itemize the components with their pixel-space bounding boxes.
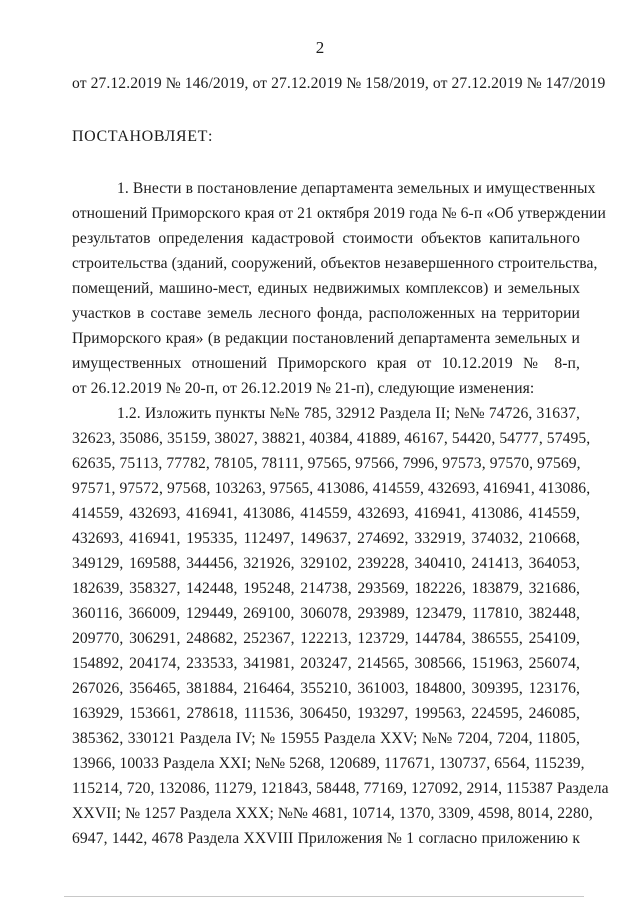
paragraph-line: Приморского края» (в редакции постановлений департамента земельных и (72, 330, 580, 347)
paragraph-line: отношений Приморского края от 21 октября 2019 года № 6-п «Об утверждении (72, 205, 606, 222)
paragraph-line: 432693, 416941, 195335, 112497, 149637, 274692, 332919, 374032, 210668, (72, 530, 580, 547)
paragraph-line: 1. Внести в постановление департамента земельных и имущественных (117, 180, 596, 197)
paragraph-line: 115214, 720, 132086, 11279, 121843, 58448, 77169, 127092, 2914, 115387 Раздела (72, 780, 609, 797)
paragraph-line: 414559, 432693, 416941, 413086, 414559, 432693, 416941, 413086, 414559, (72, 505, 580, 522)
paragraph-line: 32623, 35086, 35159, 38027, 38821, 40384, 41889, 46167, 54420, 54777, 57495, (72, 430, 591, 447)
paragraph-line: 360116, 366009, 129449, 269100, 306078, 293989, 123479, 117810, 382448, (72, 605, 580, 622)
paragraph-line: 154892, 204174, 233533, 341981, 203247, 214565, 308566, 151963, 256074, (72, 655, 580, 672)
paragraph-line: 6947, 1442, 4678 Раздела XXVIII Приложения № 1 согласно приложению к (72, 830, 580, 847)
paragraph-line: XXVII; № 1257 Раздела XXX; №№ 4681, 10714, 1370, 3309, 4598, 8014, 2280, (72, 805, 593, 822)
paragraph-line: результатов определения кадастровой стоимости объектов капитального (72, 230, 580, 247)
resolution-references-line: от 27.12.2019 № 146/2019, от 27.12.2019 № 158/2019, от 27.12.2019 № 147/2019 (72, 75, 606, 92)
paragraph-line: помещений, машино-мест, единых недвижимых комплексов) и земельных (72, 280, 580, 297)
paragraph-line: 349129, 169588, 344456, 321926, 329102, 239228, 340410, 241413, 364053, (72, 555, 580, 572)
paragraph-line: 209770, 306291, 248682, 252367, 122213, 123729, 144784, 386555, 254109, (72, 630, 580, 647)
resolution-heading: ПОСТАНОВЛЯЕТ: (72, 128, 213, 145)
paragraph-line: 13966, 10033 Раздела XXI; №№ 5268, 120689, 117671, 130737, 6564, 115239, (72, 755, 585, 772)
paragraph-line: от 26.12.2019 № 20-п, от 26.12.2019 № 21-п), следующие изменения: (72, 380, 535, 397)
paragraph-line: участков в составе земель лесного фонда, расположенных на территории (72, 305, 580, 322)
paragraph-line: строительства (зданий, сооружений, объектов незавершенного строительства, (72, 255, 598, 272)
paragraph-line: 163929, 153661, 278618, 111536, 306450, 193297, 199563, 224595, 246085, (72, 705, 580, 722)
paragraph-line: 182639, 358327, 142448, 195248, 214738, 293569, 182226, 183879, 321686, (72, 580, 580, 597)
paragraph-line: 385362, 330121 Раздела IV; № 15955 Раздела XXV; №№ 7204, 7204, 11805, (72, 730, 580, 747)
paragraph-line: 62635, 75113, 77782, 78105, 78111, 97565, 97566, 7996, 97573, 97570, 97569, (72, 455, 581, 472)
paragraph-line: 1.2. Изложить пункты №№ 785, 32912 Раздела II; №№ 74726, 31637, (117, 405, 580, 422)
paragraph-line: 267026, 356465, 381884, 216464, 355210, 361003, 184800, 309395, 123176, (72, 680, 580, 697)
page-number: 2 (315, 38, 325, 57)
paragraph-line: имущественных отношений Приморского края от 10.12.2019 № 8-п, (72, 355, 580, 372)
paragraph-line: 97571, 97572, 97568, 103263, 97565, 413086, 414559, 432693, 416941, 413086, (72, 480, 591, 497)
scan-edge-divider (64, 896, 584, 897)
